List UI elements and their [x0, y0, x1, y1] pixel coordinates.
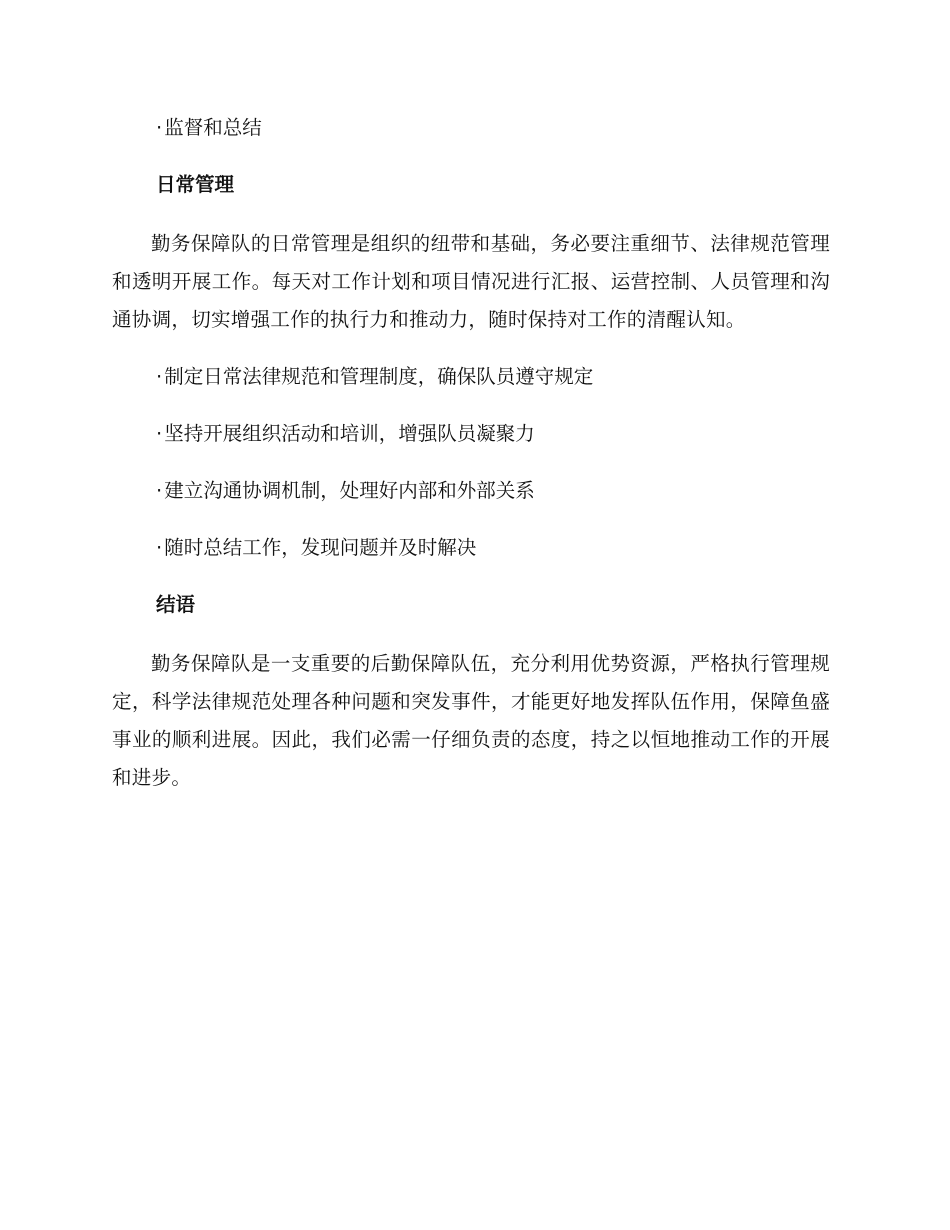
bullet-item-training [156, 418, 830, 450]
section-heading-conclusion: 结语 [156, 593, 196, 616]
document-page [112, 112, 830, 819]
bullet-text: 随时总结工作，发现问题并及时解决 [164, 536, 477, 559]
bullet-dot: · [156, 116, 163, 139]
bullet-text: 建立沟通协调机制，处理好内部和外部关系 [164, 479, 535, 502]
bullet-text: 制定日常法律规范和管理制度，确保队员遵守规定 [164, 365, 594, 388]
bullet-item-supervise [156, 112, 830, 144]
paragraph-conclusion: 勤务保障队是一支重要的后勤保障队伍，充分利用优势资源，严格执行管理规定，科学法律规范处理各种问题和突发事件，才能更好地发挥队伍作用，保障鱼盛事业的顺利进展。因此，我们必需一仔细负责的态度，持之以恒地推动工作的开展和进步。 [112, 652, 830, 789]
bullet-text: 坚持开展组织活动和培训，增强队员凝聚力 [164, 422, 535, 445]
paragraph-daily: 勤务保障队的日常管理是组织的纽带和基础，务必要注重细节、法律规范管理和透明开展工作。每天对工作计划和项目情况进行汇报、运营控制、人员管理和沟通协调，切实增强工作的执行力和推动力，随时保持对工作的清醒认知。 [112, 232, 830, 331]
bullet-text: 监督和总结 [164, 116, 262, 139]
bullet-item-communication [156, 475, 830, 507]
bullet-dot: · [156, 422, 163, 445]
section-heading-daily: 日常管理 [156, 173, 235, 196]
bullet-dot: · [156, 365, 163, 388]
bullet-item-rules [156, 361, 830, 393]
bullet-dot: · [156, 536, 163, 559]
bullet-item-summary [156, 532, 830, 564]
bullet-dot: · [156, 479, 163, 502]
